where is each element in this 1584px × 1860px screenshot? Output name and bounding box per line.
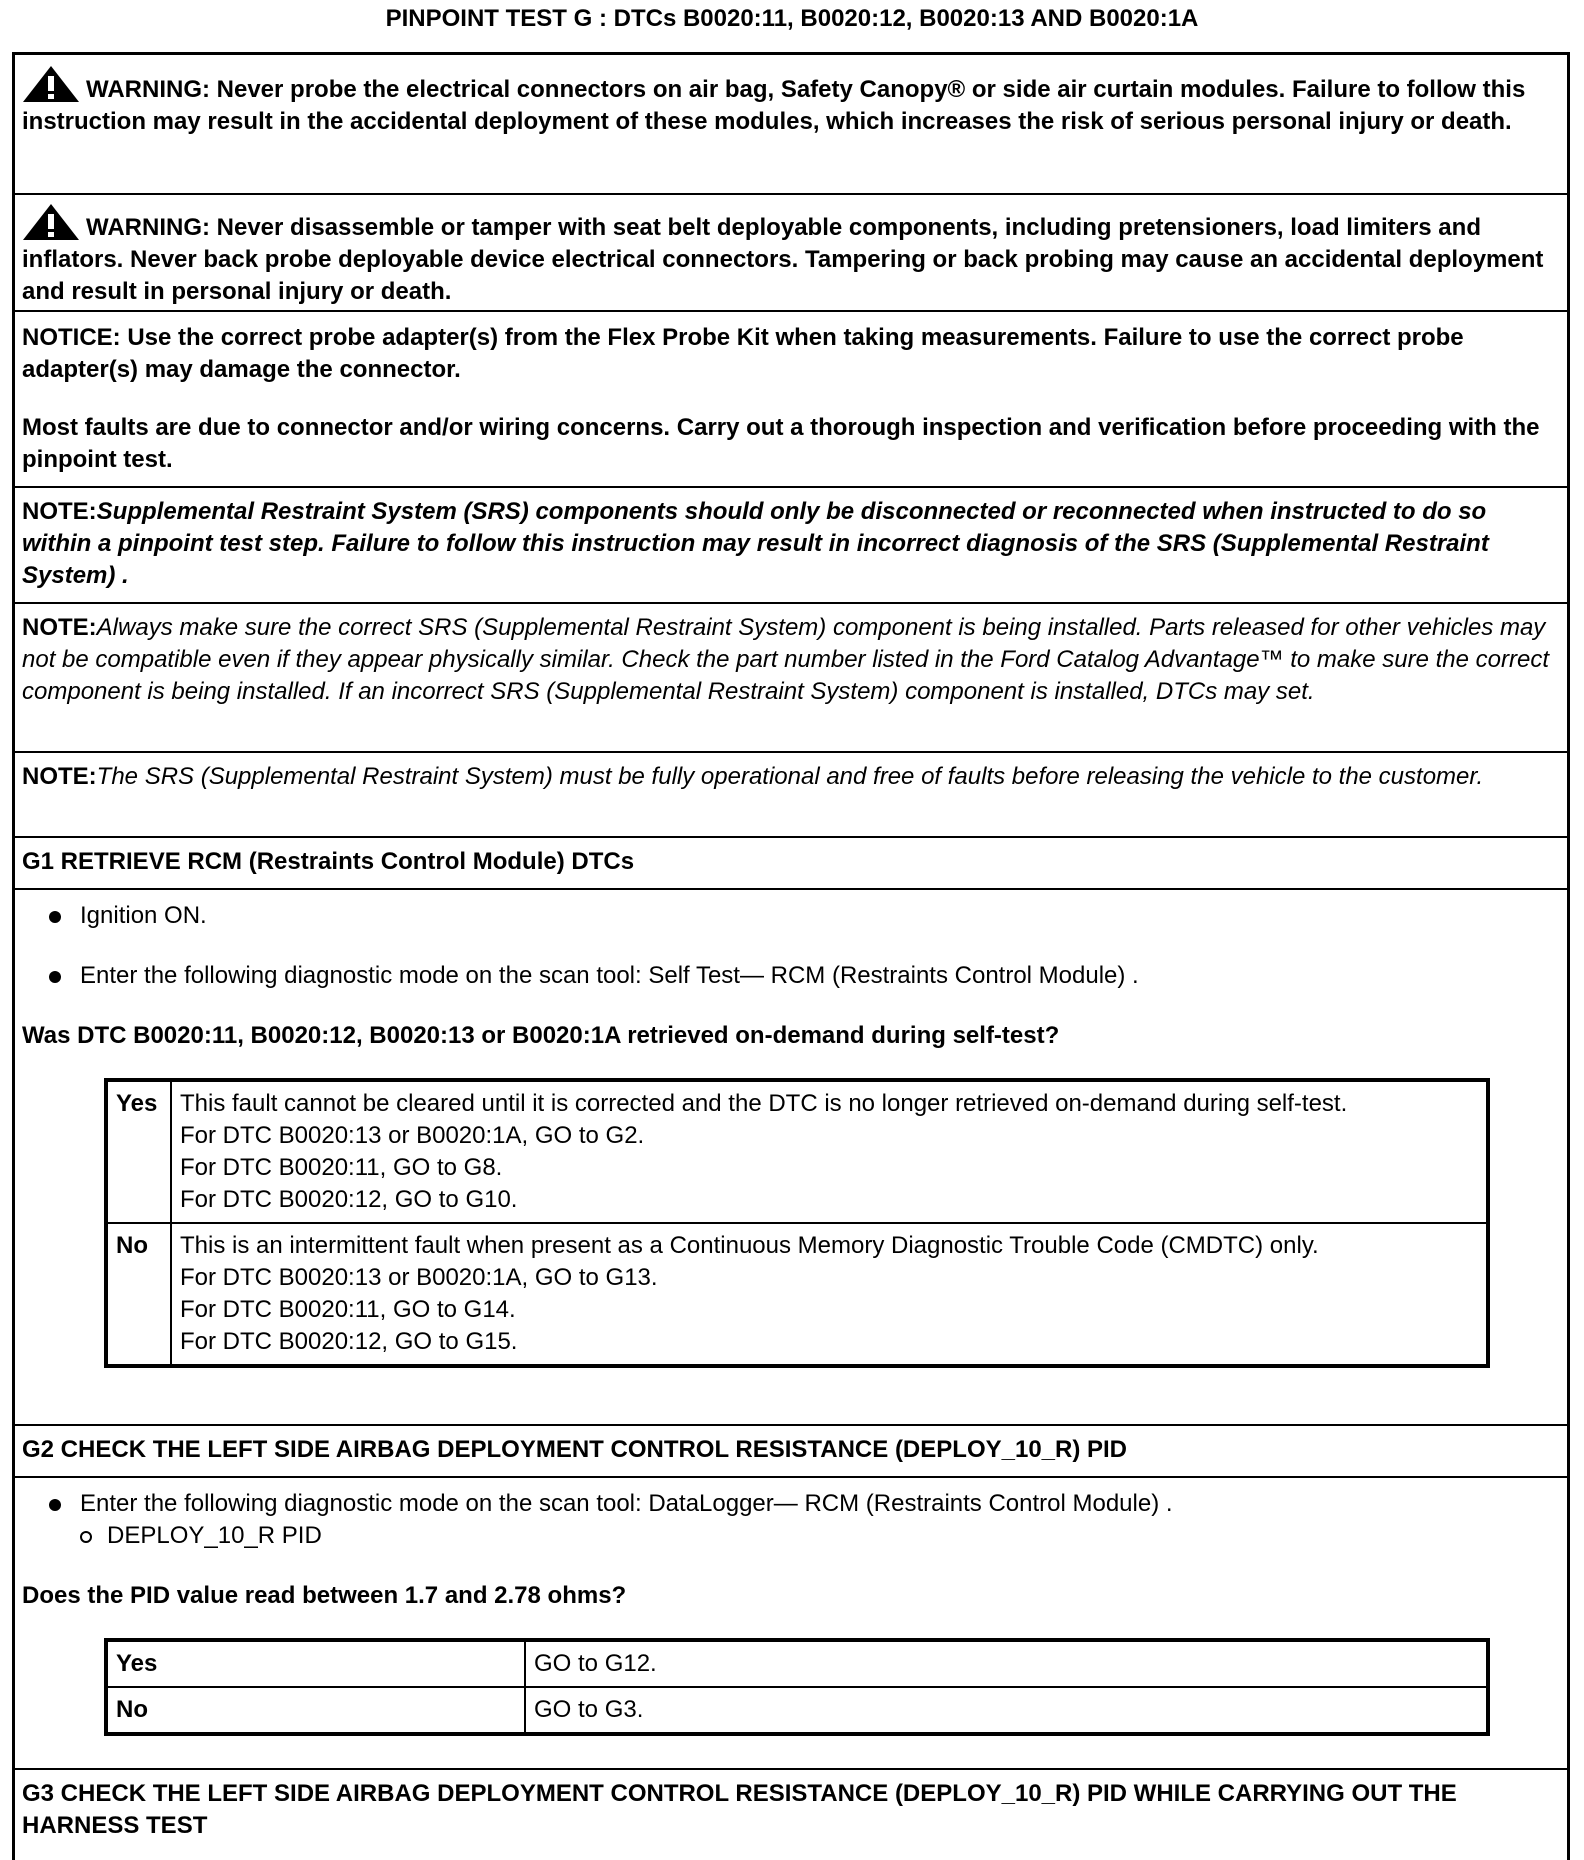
g2-bullet-list <box>22 1488 1560 1520</box>
no-label: No <box>106 1223 171 1366</box>
warning-label: WARNING: <box>86 214 210 241</box>
table-row <box>106 1080 1488 1223</box>
no-result: GO to G3. <box>525 1687 1488 1734</box>
yes-result: GO to G12. <box>525 1640 1488 1687</box>
g1-bullet-list <box>22 900 1560 992</box>
table-row <box>106 1687 1488 1734</box>
step-g2-body <box>15 1478 1567 1770</box>
warning-box-2 <box>15 195 1567 312</box>
warning-box-1 <box>15 55 1567 195</box>
pinpoint-test-frame <box>12 52 1570 1860</box>
note-label: NOTE: <box>22 614 97 641</box>
g1-result-table <box>104 1078 1490 1368</box>
bullet-icon <box>49 971 61 983</box>
warning-triangle-icon <box>22 65 80 103</box>
step-g1-body <box>15 890 1567 1426</box>
list-item: Ignition ON. <box>22 900 1560 932</box>
table-row <box>106 1223 1488 1366</box>
list-item: Enter the following diagnostic mode on the scan tool: DataLogger— RCM (Restraints Control Module) . <box>22 1488 1560 1520</box>
sub-list-item: DEPLOY_10_R PID <box>55 1520 1560 1552</box>
note-box-3 <box>15 753 1567 838</box>
note-label: NOTE: <box>22 763 97 790</box>
warning-label: WARNING: <box>86 76 210 103</box>
step-g2-heading: G2 CHECK THE LEFT SIDE AIRBAG DEPLOYMENT CONTROL RESISTANCE (DEPLOY_10_R) PID <box>15 1426 1567 1478</box>
yes-result: This fault cannot be cleared until it is corrected and the DTC is no longer retrieved on-demand during self-test. For DTC B0020:13 or B0020:1A, GO to G2. For DTC B0020:11, GO to G8. For DTC B0020:12, GO to G10. <box>171 1080 1488 1223</box>
warning-text: Never probe the electrical connectors on air bag, Safety Canopy® or side air curtain modules. Failure to follow this instruction may result in the accidental deployment of these modules, which increases the risk of serious personal injury or death. <box>22 76 1526 135</box>
notice-text-2: Most faults are due to connector and/or wiring concerns. Carry out a thorough inspection and verification before proceeding with the pinpoint test. <box>22 414 1540 473</box>
note-text: Always make sure the correct SRS (Supplemental Restraint System) component is being installed. Parts released for other vehicles may not be compatible even if they appear physically similar. Check the part number listed in the Ford Catalog Advantage™ to make sure the correct component is being installed. If an incorrect SRS (Supplemental Restraint System) component is installed, DTCs may set. <box>22 614 1549 705</box>
step-g1-heading: G1 RETRIEVE RCM (Restraints Control Module) DTCs <box>15 838 1567 890</box>
notice-text: NOTICE: Use the correct probe adapter(s) from the Flex Probe Kit when taking measurements. Failure to use the correct probe adapter(s) may damage the connector. <box>22 324 1464 383</box>
note-text: The SRS (Supplemental Restraint System) must be fully operational and free of faults before releasing the vehicle to the customer. <box>96 763 1484 790</box>
g1-question: Was DTC B0020:11, B0020:12, B0020:13 or B0020:1A retrieved on-demand during self-test? <box>22 1022 1060 1049</box>
no-result: This is an intermittent fault when present as a Continuous Memory Diagnostic Trouble Code (CMDTC) only. For DTC B0020:13 or B0020:1A, GO to G13. For DTC B0020:11, GO to G14. For DTC B0020:12, GO to G15. <box>171 1223 1488 1366</box>
warning-triangle-icon <box>22 203 80 241</box>
sub-bullet-icon <box>80 1531 92 1543</box>
g2-question: Does the PID value read between 1.7 and 2.78 ohms? <box>22 1582 627 1609</box>
note-box-2 <box>15 604 1567 753</box>
warning-text: Never disassemble or tamper with seat belt deployable components, including pretensioners, load limiters and inflators. Never back probe deployable device electrical connectors. Tampering or back probing may cause an accidental deployment and result in personal injury or death. <box>22 214 1544 305</box>
yes-label: Yes <box>106 1080 171 1223</box>
note-box-1 <box>15 488 1567 604</box>
g2-result-table <box>104 1638 1490 1736</box>
note-label: NOTE: <box>22 498 97 525</box>
note-text: Supplemental Restraint System (SRS) components should only be disconnected or reconnected when instructed to do so within a pinpoint test step. Failure to follow this instruction may result in incorrect diagnosis of the SRS (Supplemental Restraint System) . <box>22 498 1489 589</box>
step-g3-heading: G3 CHECK THE LEFT SIDE AIRBAG DEPLOYMENT CONTROL RESISTANCE (DEPLOY_10_R) PID WHILE CARRYING OUT THE HARNESS TEST <box>22 1780 1457 1839</box>
page-title: PINPOINT TEST G : DTCs B0020:11, B0020:12, B0020:13 AND B0020:1A <box>385 5 1199 32</box>
table-row <box>106 1640 1488 1687</box>
no-label: No <box>106 1687 525 1734</box>
list-item: Enter the following diagnostic mode on the scan tool: Self Test— RCM (Restraints Control Module) . <box>22 960 1560 992</box>
bullet-icon <box>49 911 61 923</box>
bullet-icon <box>49 1499 61 1511</box>
notice-box <box>15 312 1567 488</box>
yes-label: Yes <box>106 1640 525 1687</box>
